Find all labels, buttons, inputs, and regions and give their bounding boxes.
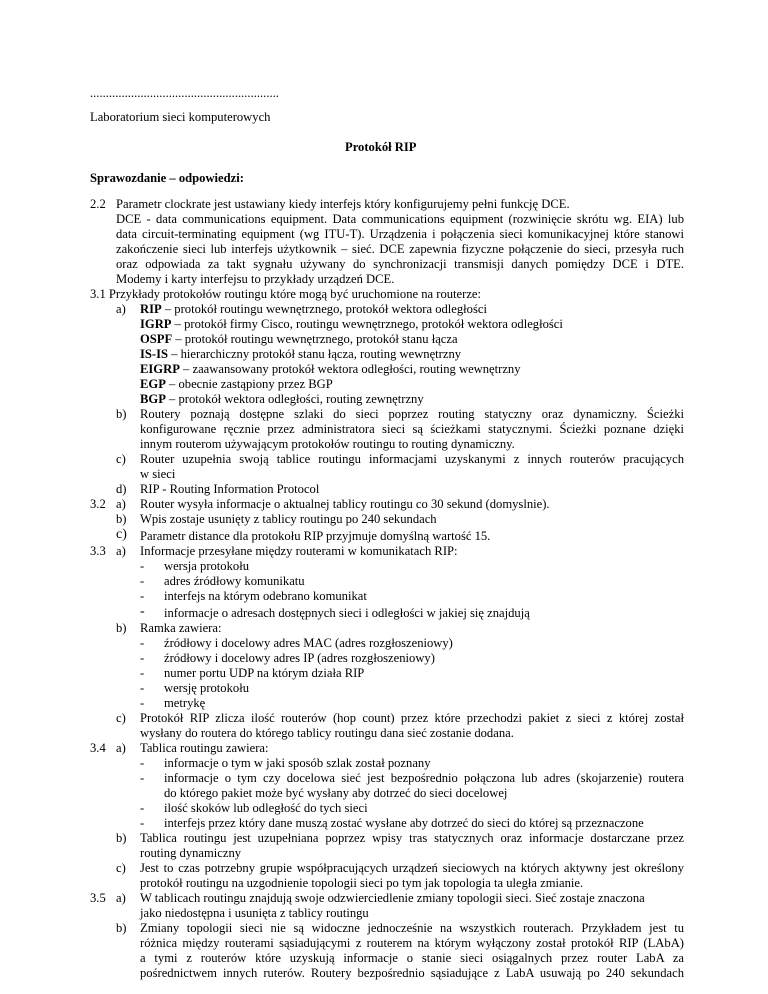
section-number: 3.2 (90, 497, 106, 511)
protocol-name: IS-IS (140, 347, 169, 361)
list-item: numer portu UDP na którym działa RIP (164, 666, 365, 680)
section-number: 3.3 (90, 544, 106, 558)
item-label: b) (116, 831, 127, 845)
item-label: c) (116, 527, 127, 542)
item-label: d) (116, 482, 127, 496)
bullet-dash: - (140, 681, 145, 695)
paragraph-line: konfigurowane ręcznie przez administratora sieci są ścieżkami statycznymi. Ścieżki poznane dzięki (140, 422, 684, 436)
bullet-dash: - (140, 696, 145, 710)
paragraph-line: routing dynamiczny (140, 846, 242, 860)
bullet-dash: - (140, 771, 145, 785)
section-heading-line: 3.1 Przykłady protokołów routingu które mogą być uruchomione na routerze: (90, 287, 482, 301)
list-item: źródłowy i docelowy adres IP (adres rozgłoszeniowy) (164, 651, 435, 665)
list-item: źródłowy i docelowy adres MAC (adres rozgłoszeniowy) (164, 636, 453, 650)
list-item: metrykę (164, 696, 206, 710)
paragraph-line: data circuit-terminating equipment (wg ITU-T). Urządzenia i połączenia sieci komunikacyjnej które stanowi (116, 227, 684, 241)
protocol-line (140, 362, 521, 376)
protocol-name: OSPF (140, 332, 173, 346)
paragraph-line: Tablica routingu zawiera: (140, 741, 269, 755)
paragraph-line: Routery poznają dostępne szlaki do sieci poprzez routing statyczny oraz dynamiczny. Ścieżki (140, 407, 684, 421)
list-item: informacje o tym czy docelowa sieć jest bezpośrednio połączona lub adres (skojarzenie) routera (164, 771, 684, 785)
protocol-line (140, 302, 487, 316)
protocol-desc: – protokół routingu wewnętrznego, protokół wektora odległości (161, 302, 487, 316)
paragraph-line: Ramka zawiera: (140, 621, 222, 635)
section-number: 3.5 (90, 891, 106, 905)
paragraph-line: jako niedostępna i usunięta z tablicy routingu (140, 906, 369, 920)
bullet-dash: - (140, 604, 145, 619)
paragraph-line: Tablica routingu jest uzupełniana poprzez wpisy tras statycznych oraz informacje dostarczane przez (140, 831, 684, 845)
paragraph-line: w sieci (140, 467, 176, 481)
paragraph-line: pośrednictwem innych ruterów. Routery bezpośrednio sąsiadujące z LabA usuwają po 240 sekundach (140, 966, 684, 980)
protocol-line (140, 392, 424, 406)
item-label: c) (116, 861, 126, 875)
item-label: c) (116, 711, 126, 725)
bullet-dash: - (140, 559, 145, 573)
paragraph-line: Parametr clockrate jest ustawiany kiedy interfejs który konfigurujemy pełni funkcję DCE. (116, 197, 570, 211)
protocol-desc: – hierarchiczny protokół stanu łącza, routing wewnętrzny (168, 347, 462, 361)
paragraph-line: Parametr distance dla protokołu RIP przyjmuje domyślną wartość 15. (140, 529, 491, 543)
paragraph-line: DCE - data communications equipment. Data communications equipment (rozwinięcie skrótu wg. EIA) lub (116, 212, 684, 226)
paragraph-line: Router wysyła informacje o aktualnej tablicy routingu co 30 sekund (domyslnie). (140, 497, 550, 511)
paragraph-line: Informacje przesyłane między routerami w komunikatach RIP: (140, 544, 458, 558)
paragraph-line: różnica między routerami sąsiadującymi z routerem na którym wyłączony został protokół RIP (LAbA) (140, 936, 684, 950)
protocol-name: RIP (140, 302, 162, 316)
list-item: informacje o adresach dostępnych sieci i odległości w jakiej się znajdują (164, 606, 530, 620)
protocol-desc: – protokół routingu wewnętrznego, protokół stanu łącza (172, 332, 458, 346)
item-label: c) (116, 452, 126, 466)
course-name: Laboratorium sieci komputerowych (90, 110, 271, 124)
protocol-line (140, 332, 458, 346)
protocol-line (140, 347, 461, 361)
list-item: interfejs na którym odebrano komunikat (164, 589, 367, 603)
item-label: a) (116, 891, 126, 905)
protocol-name: EIGRP (140, 362, 180, 376)
item-label: a) (116, 544, 126, 558)
paragraph-line: Jest to czas potrzebny grupie współpracujących urządzeń sieciowych na których aktywny jest określony (140, 861, 684, 875)
paragraph-line: Router uzupełnia swoją tablice routingu informacjami uzyskanymi z innych routerów pracujących (140, 452, 684, 466)
item-label: b) (116, 921, 127, 935)
protocol-line (140, 377, 333, 391)
list-item: wersję protokołu (164, 681, 249, 695)
bullet-dash: - (140, 589, 145, 603)
bullet-dash: - (140, 801, 145, 815)
item-label: a) (116, 302, 126, 316)
bullet-dash: - (140, 816, 145, 830)
protocol-name: EGP (140, 377, 166, 391)
protocol-desc: – obecnie zastąpiony przez BGP (165, 377, 333, 391)
paragraph-line: a tymi z routerów które uzyskują informacje o stanie sieci osiągalnych przez router LabA za (140, 951, 684, 965)
section-number: 3.4 (90, 741, 106, 755)
paragraph-line: W tablicach routingu znajdują swoje odzwierciedlenie zmiany topologii sieci. Sieć zostaje znaczona (140, 891, 645, 905)
paragraph-line: protokół routingu na uzgodnienie topologii sieci po tym jak topologia ta uległa zmianie. (140, 876, 584, 890)
list-item: interfejs przez który dane muszą zostać wysłane aby dotrzeć do sieci do której są przeznaczone (164, 816, 644, 830)
section-heading: Sprawozdanie – odpowiedzi: (90, 171, 244, 185)
paragraph-line: RIP - Routing Information Protocol (140, 482, 320, 496)
bullet-dash: - (140, 636, 145, 650)
item-label: b) (116, 621, 127, 635)
protocol-line (140, 317, 563, 331)
protocol-name: IGRP (140, 317, 172, 331)
paragraph-line: wysłany do routera do którego tablicy routingu dana sieć zostanie dodana. (140, 726, 514, 740)
paragraph-line: Wpis zostaje usunięty z tablicy routingu po 240 sekundach (140, 512, 437, 526)
list-item-continuation: do którego pakiet może być wysłany aby dotrzeć do sieci docelowej (164, 786, 508, 800)
list-item: wersja protokołu (164, 559, 249, 573)
bullet-dash: - (140, 651, 145, 665)
bullet-dash: - (140, 574, 145, 588)
list-item: adres źródłowy komunikatu (164, 574, 305, 588)
list-item: informacje o tym w jaki sposób szlak został poznany (164, 756, 431, 770)
document-title: Protokół RIP (345, 140, 417, 154)
protocol-desc: – protokół firmy Cisco, routingu wewnętrznego, protokół wektora odległości (171, 317, 563, 331)
item-label: a) (116, 497, 126, 511)
protocol-desc: – protokół wektora odległości, routing zewnętrzny (165, 392, 424, 406)
paragraph-line: Zmiany topologii sieci nie są widoczne jednocześnie na wszystkich routerach. Przykładem jest tu (140, 921, 684, 935)
paragraph-line: Modemy i karty interfejsu to przykłady urządzeń DCE. (116, 272, 395, 286)
paragraph-line: Protokół RIP zlicza ilość routerów (hop count) przez które przechodzi pakiet z sieci z której został (140, 711, 684, 725)
paragraph-line: zakończenie sieci lub interfejs użytkownik – sieć. DCE zapewnia fizyczne połączenie do sieci, przesyła ruch (116, 242, 684, 256)
protocol-name: BGP (140, 392, 166, 406)
item-label: b) (116, 512, 127, 526)
paragraph-line: oraz odpowiada za takt sygnału używany do synchronizacji transmisji danych pomiędzy DCE i DTE. (116, 257, 684, 271)
signature-dots: ............................................................ (90, 86, 279, 100)
item-label: b) (116, 407, 127, 421)
bullet-dash: - (140, 666, 145, 680)
protocol-desc: – zaawansowany protokół wektora odległości, routing wewnętrzny (179, 362, 521, 376)
paragraph-line: innym routerom używającym protokołów routingu to routing dynamiczny. (140, 437, 515, 451)
section-number: 2.2 (90, 197, 106, 211)
list-item: ilość skoków lub odległość do tych sieci (164, 801, 368, 815)
item-label: a) (116, 741, 126, 755)
bullet-dash: - (140, 756, 145, 770)
